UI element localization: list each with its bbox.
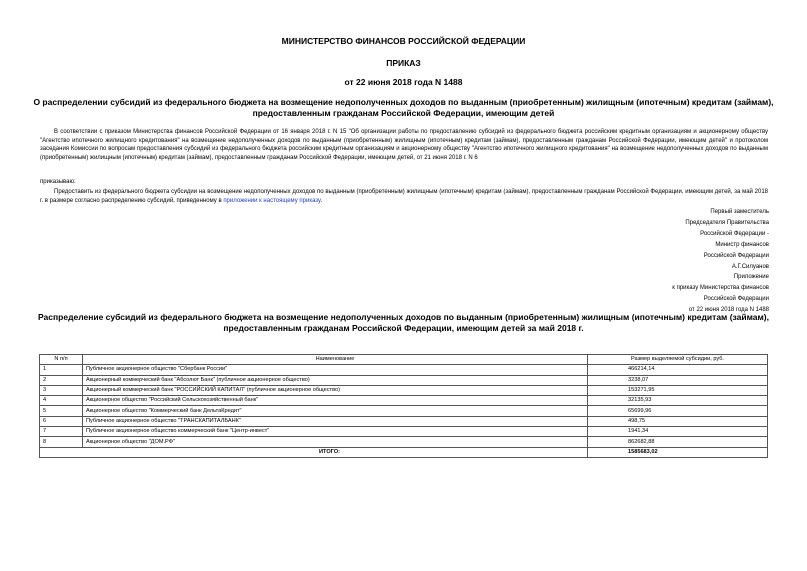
signature-line: Российской Федерации - — [700, 230, 769, 237]
document-date-number: от 22 июня 2018 года N 1488 — [344, 77, 463, 87]
document-type: ПРИКАЗ — [386, 58, 421, 68]
row-number: 5 — [40, 406, 83, 416]
column-header-number: N п/п — [40, 355, 83, 365]
signature-block — [569, 207, 769, 316]
table-header-row — [40, 355, 768, 365]
row-amount: 65699,96 — [588, 406, 768, 416]
row-amount: 498,75 — [588, 416, 768, 426]
table-row — [40, 375, 768, 385]
total-amount: 1585683,02 — [588, 447, 768, 457]
total-row — [40, 447, 768, 457]
row-number: 1 — [40, 365, 83, 375]
row-name: Акционерное общество "ДОМ.РФ" — [83, 437, 588, 447]
distribution-table — [39, 354, 768, 458]
document-title: О распределении субсидий из федерального бюджета на возмещение недополученных доходов по выданным (приобретенным) жилищным (ипотечным) кредитам (займам), предоставленным гражданам Российской Федерации, имеющим детей — [33, 97, 774, 118]
row-name: Акционерный коммерческий банк "Абсолют Банк" (публичное акционерное общество) — [83, 375, 588, 385]
appendix-line: Российской Федерации — [703, 296, 769, 303]
appendix-label: Приложение — [733, 274, 769, 281]
table-row — [40, 427, 768, 437]
appendix-line: к приказу Министерства финансов — [672, 285, 769, 292]
table-row — [40, 406, 768, 416]
signature-line: Министр финансов — [715, 241, 769, 248]
row-number: 8 — [40, 437, 83, 447]
row-number: 3 — [40, 385, 83, 395]
prikazyvayu-text: приказываю: — [40, 179, 76, 185]
table-row — [40, 437, 768, 447]
table-row — [40, 365, 768, 375]
distribution-title: Распределение субсидий из федерального бюджета на возмещение недополученных доходов по выданным (приобретенным) жилищным (ипотечным) кредитам (займам), предоставленным гражданам Российской Федерации, имеющим детей за май 2018 г. — [38, 312, 769, 333]
row-number: 7 — [40, 427, 83, 437]
row-amount: 153271,95 — [588, 385, 768, 395]
row-number: 4 — [40, 396, 83, 406]
signature-line: Первый заместитель — [710, 209, 769, 215]
row-amount: 1941,34 — [588, 427, 768, 437]
row-number: 2 — [40, 375, 83, 385]
table-row — [40, 396, 768, 406]
row-amount: 466214,14 — [588, 365, 768, 375]
row-amount: 862682,88 — [588, 437, 768, 447]
order-paragraph — [40, 188, 768, 205]
column-header-name: Наименование — [83, 355, 588, 365]
column-header-amount: Размер выделяемой субсидии, руб. — [588, 355, 768, 365]
row-name: Публичное акционерное общество "ТРАНСКАПИТАЛБАНК" — [83, 416, 588, 426]
row-name: Публичное акционерное общество "Сбербанк России" — [83, 365, 588, 375]
preamble-paragraph: В соответствии с приказом Министерства финансов Российской Федерации от 16 января 2018 г. N 15 "Об организации работы по предоставлению субсидий из федерального бюджета российским кредитным организациям и акционерному обществу "Агентство ипотечного жилищного кредитования" на возмещение недополученных доходов по выданным (приобретенным) жилищным (ипотечным) кредитам (займам), предоставленным гражданам Российской Федерации, имеющим детей" и протоколом заседания Комиссии по вопросам предоставления субсидий из федерального бюджета российским кредитным организациям и акционерному обществу "Агентство ипотечного жилищного кредитования" на возмещение недополученных доходов по выданным (приобретенным) жилищным (ипотечным) кредитам (займам), предоставленным гражданам Российской Федерации, имеющим детей, от 21 июня 2018 г. N 6 — [40, 129, 768, 161]
row-name: Акционерный коммерческий банк "РОССИЙСКИЙ КАПИТАЛ" (публичное акционерное общество) — [83, 385, 588, 395]
row-number: 6 — [40, 416, 83, 426]
appendix-link[interactable]: приложении к настоящему приказу — [223, 197, 321, 204]
ministry-heading: МИНИСТЕРСТВО ФИНАНСОВ РОССИЙСКОЙ ФЕДЕРАЦИИ — [281, 36, 526, 46]
signatory-name: А.Г.Силуанов — [731, 263, 769, 270]
order-paragraph-end: . — [320, 197, 323, 204]
row-name: Публичное акционерное общество коммерческий банк "Центр-инвест" — [83, 427, 588, 437]
signature-line: Председателя Правительства — [685, 219, 769, 226]
table-row — [40, 416, 768, 426]
order-paragraph-text: Предоставить из федерального бюджета субсидии на возмещение недополученных доходов по выданным (приобретенным) жилищным (ипотечным) кредитам (займам), предоставленным гражданам Российской Федерации, имеющим детей, за май 2018 г. в размере согласно распределению субсидий, приведенному в — [40, 189, 768, 204]
row-name: Акционерное общество "Коммерческий банк ДельтаКредит" — [83, 406, 588, 416]
row-amount: 3238,07 — [588, 375, 768, 385]
signature-line: Российской Федерации — [703, 252, 769, 259]
total-label: ИТОГО: — [40, 447, 588, 457]
appendix-line: от 22 июня 2018 года N 1488 — [688, 307, 769, 314]
table-row — [40, 385, 768, 395]
row-name: Акционерное общество "Российский Сельскохозяйственный банк" — [83, 396, 588, 406]
row-amount: 32135,93 — [588, 396, 768, 406]
